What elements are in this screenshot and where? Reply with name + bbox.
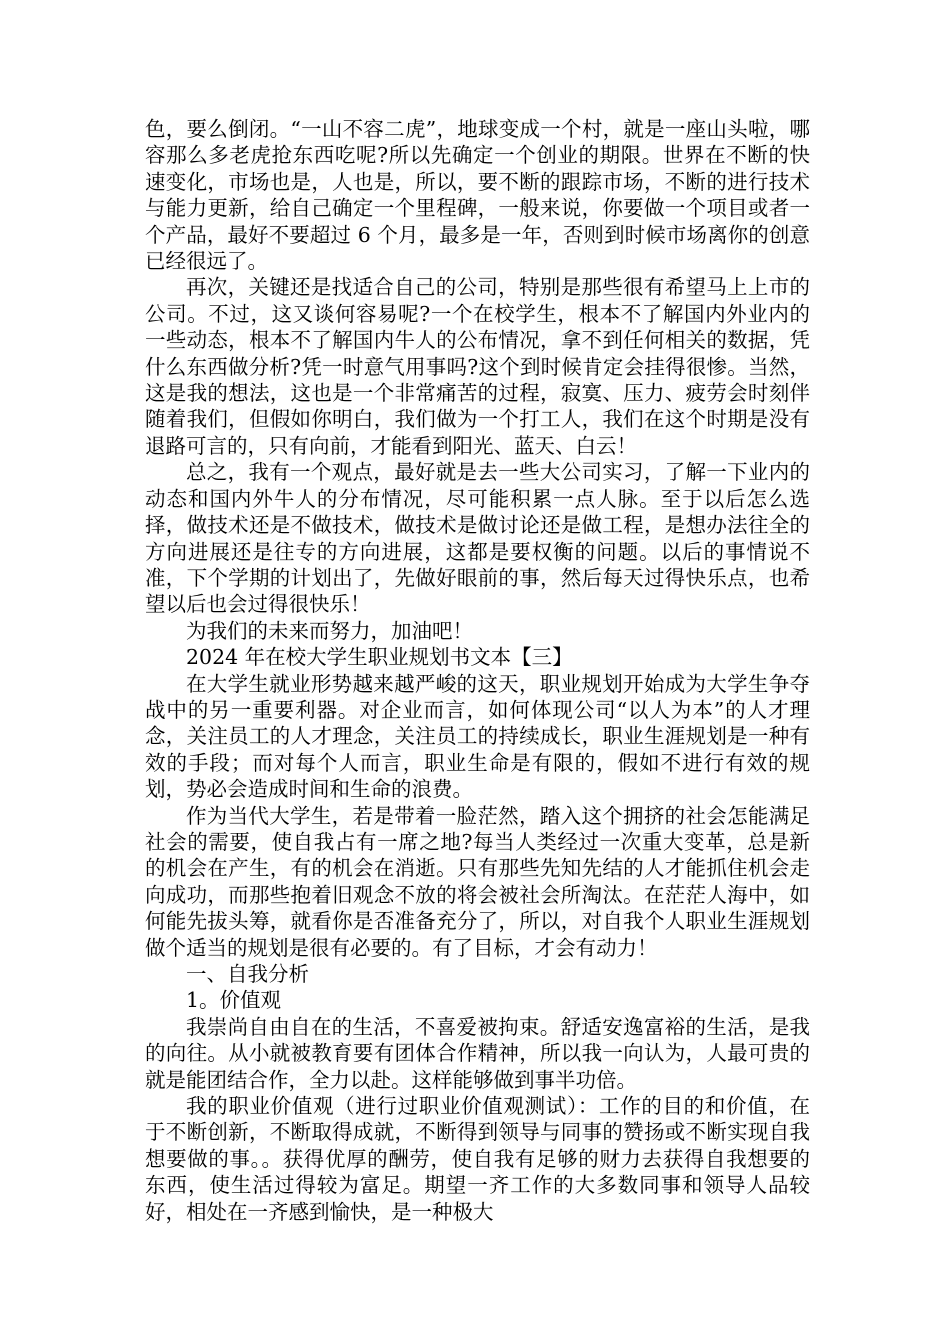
paragraph: 我的职业价值观（进行过职业价值观测试）：工作的目的和价值，在于不断创新，不断取得成就，不断得到领导与同事的赞扬或不断实现自我想要做的事。。获得优厚的酬劳，使自我有足够的财力去获得自我想要的东西，使生活过得较为富足。期望一齐工作的大多数同事和领导人品较好，相处在一齐感到愉快，是一种极大	[145, 1094, 810, 1224]
paragraph: 作为当代大学生，若是带着一脸茫然，踏入这个拥挤的社会怎能满足社会的需要，使自我占有一席之地?每当人类经过一次重大变革，总是新的机会在产生，有的机会在消逝。只有那些先知先结的人才能抓住机会走向成功，而那些抱着旧观念不放的将会被社会所淘汰。在茫茫人海中，如何能先拔头筹，就看你是否准备充分了，所以，对自我个人职业生涯规划做个适当的规划是很有必要的。有了目标，才会有动力！	[145, 803, 810, 960]
document-body	[145, 116, 810, 1225]
paragraph: 在大学生就业形势越来越严峻的这天，职业规划开始成为大学生争夺战中的另一重要利器。对企业而言，如何体现公司“以人为本”的人才理念，关注员工的人才理念，关注员工的持续成长，职业生涯规划是一种有效的手段；而对每个人而言，职业生命是有限的，假如不进行有效的规划，势必会造成时间和生命的浪费。	[145, 671, 810, 802]
paragraph: 我崇尚自由自在的生活，不喜爱被拘束。舒适安逸富裕的生活，是我的向往。从小就被教育要有团体合作精神，所以我一向认为，人最可贵的就是能团结合作，全力以赴。这样能够做到事半功倍。	[145, 1014, 810, 1092]
paragraph-continuation: 色，要么倒闭。“一山不容二虎”，地球变成一个村，就是一座山头啦，哪容那么多老虎抢东西吃呢?所以先确定一个创业的期限。世界在不断的快速变化，市场也是，人也是，所以，要不断的跟踪市场，不断的进行技术与能力更新，给自己确定一个里程碑，一般来说，你要做一个项目或者一个产品，最好不要超过 6 个月，最多是一年，否则到时候市场离你的创意已经很远了。	[145, 117, 810, 274]
paragraph: 总之，我有一个观点，最好就是去一些大公司实习，了解一下业内的动态和国内外牛人的分布情况，尽可能积累一点人脉。至于以后怎么选择，做技术还是不做技术，做技术是做讨论还是做工程，是想办法往全的方向进展还是往专的方向进展，这都是要权衡的问题。以后的事情说不准，下个学期的计划出了，先做好眼前的事，然后每天过得快乐点，也希望以后也会过得很快乐！	[145, 460, 810, 617]
section-heading: 2024 年在校大学生职业规划书文本【三】	[186, 645, 573, 670]
paragraph: 再次，关键还是找适合自己的公司，特别是那些很有希望马上上市的公司。不过，这又谈何容易呢?一个在校学生，根本不了解国内外业内的一些动态，根本不了解国内牛人的公布情况，拿不到任何相关的数据，凭什么东西做分析?凭一时意气用事吗?这个到时候肯定会挂得很惨。当然，这是我的想法，这也是一个非常痛苦的过程，寂寞、压力、疲劳会时刻伴随着我们，但假如你明白，我们做为一个打工人，我们在这个时期是没有退路可言的，只有向前，才能看到阳光、蓝天、白云！	[145, 275, 810, 458]
subsection-heading: 一、自我分析	[186, 962, 309, 986]
paragraph: 为我们的未来而努力，加油吧！	[186, 618, 473, 643]
subsection-heading: 1。价值观	[186, 988, 282, 1013]
